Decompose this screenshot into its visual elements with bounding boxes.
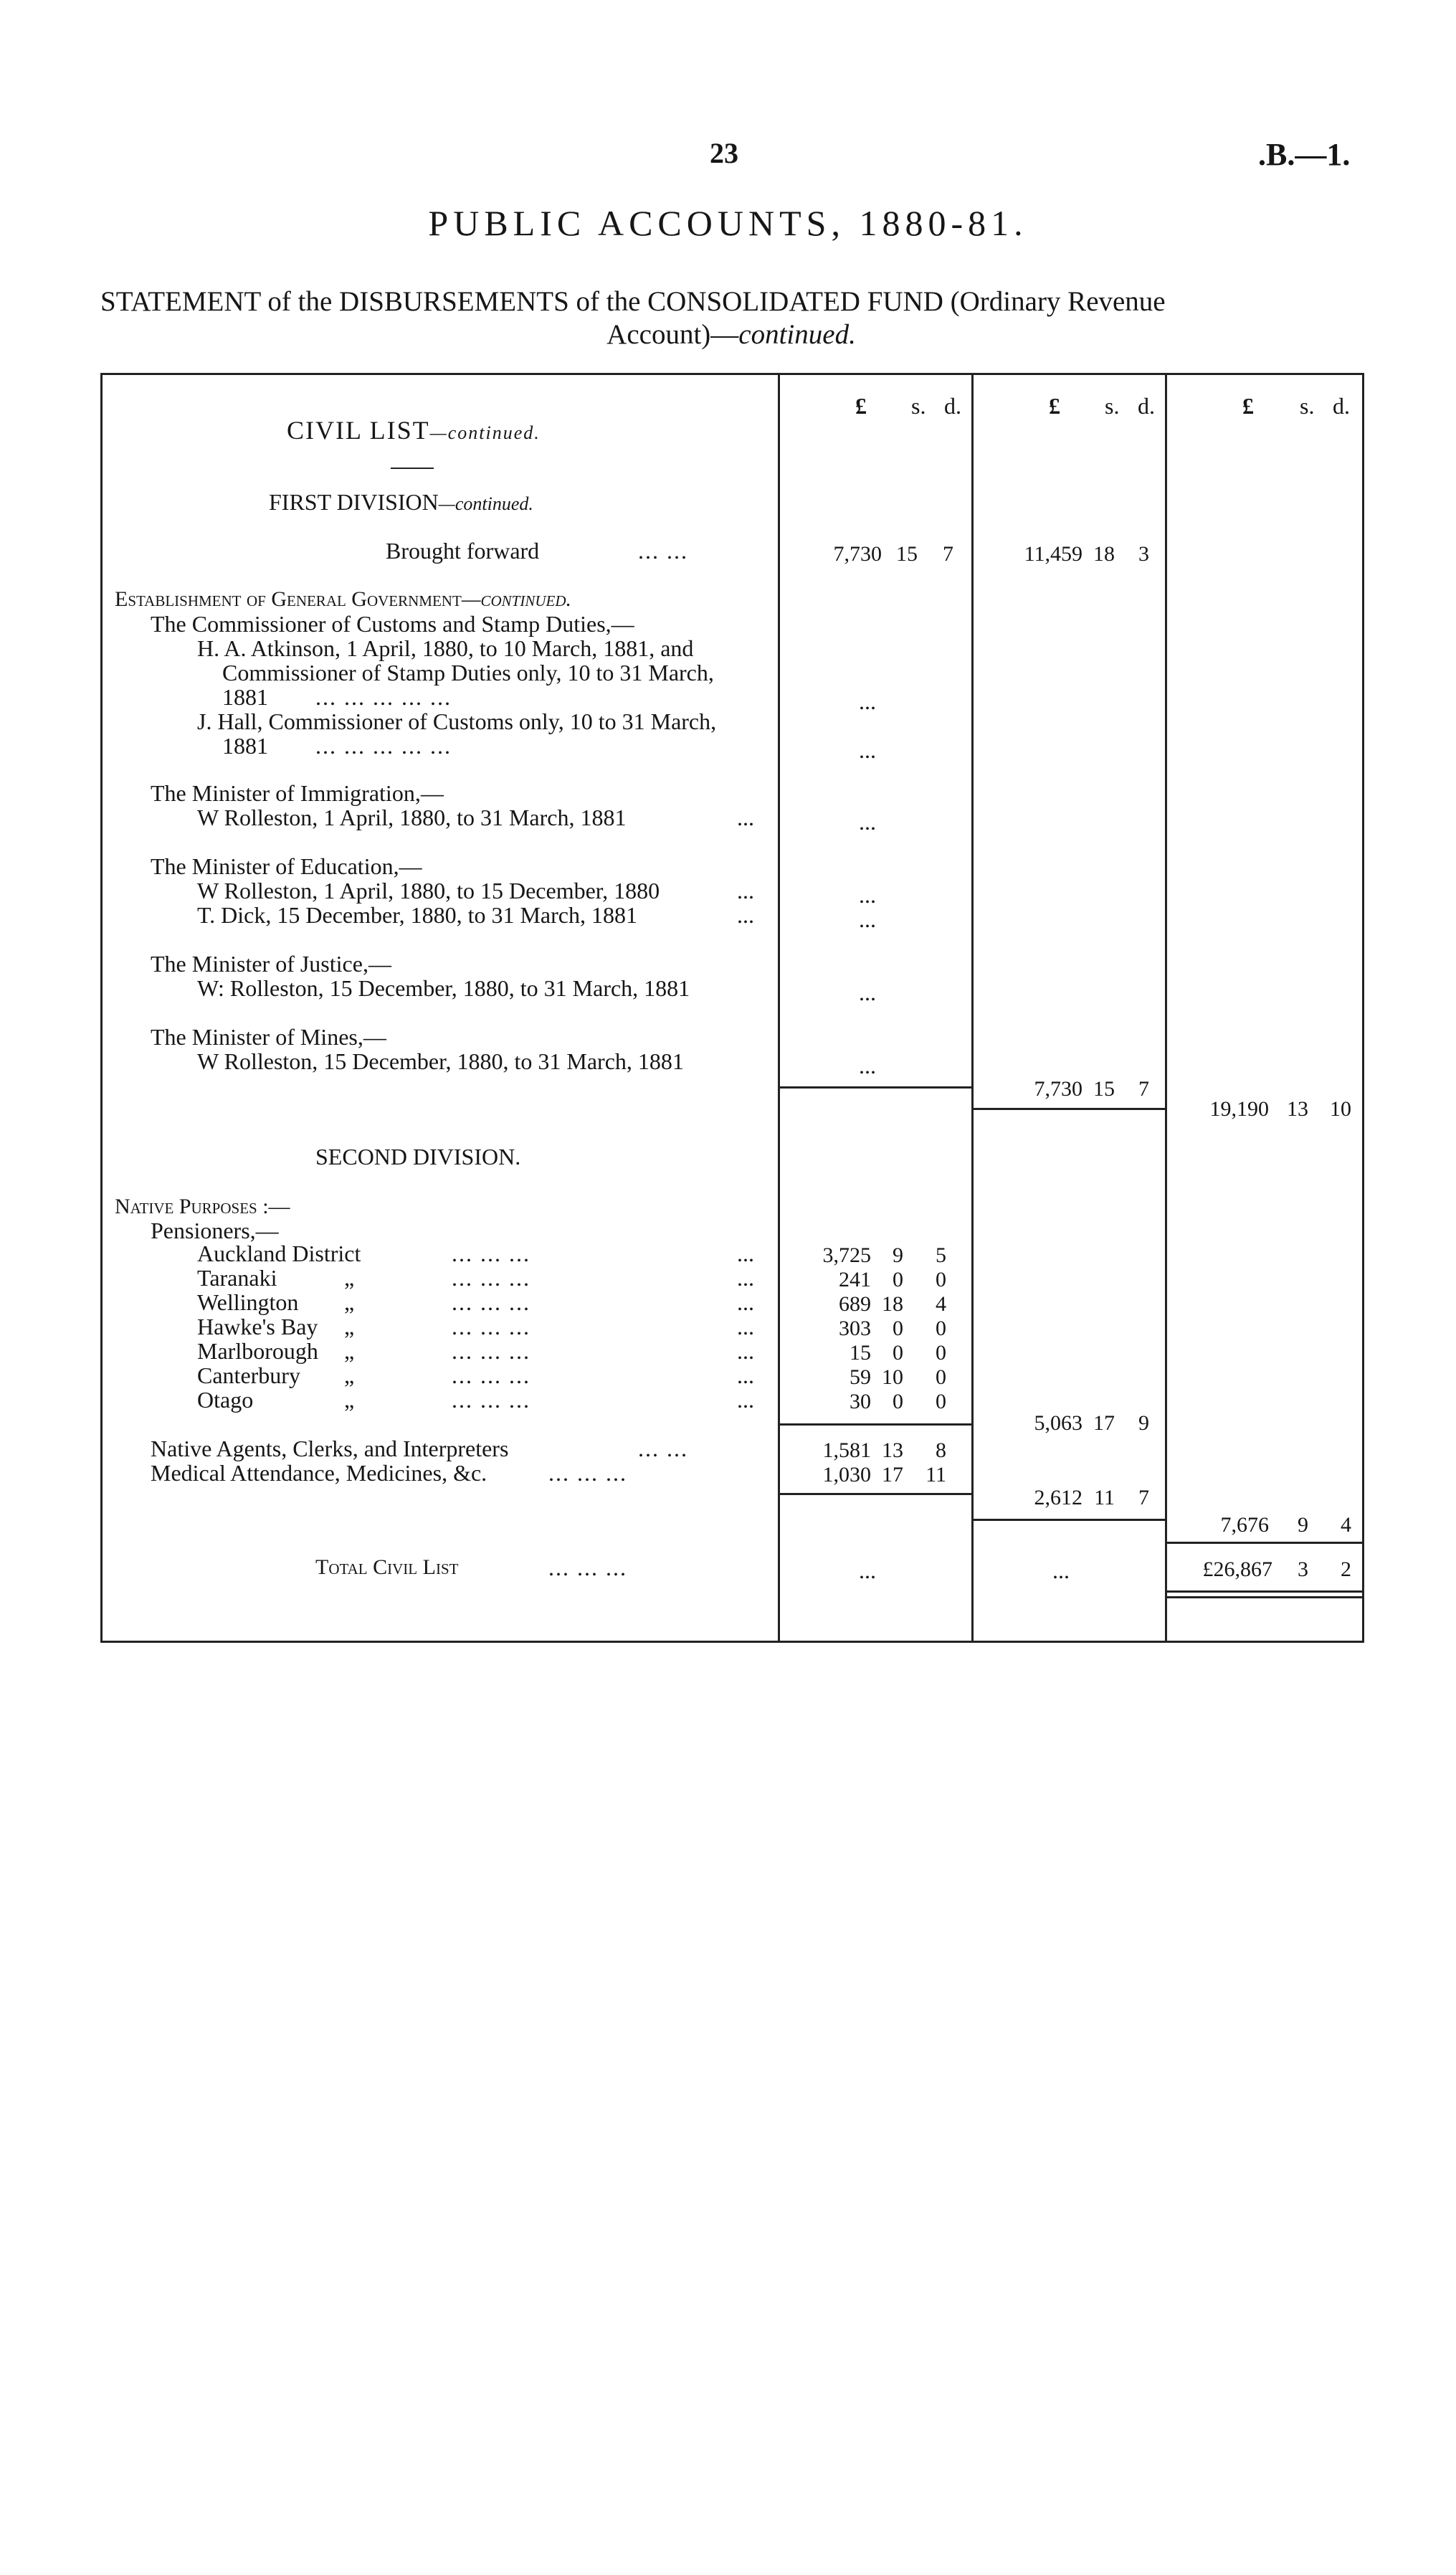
leader-dots: ... xyxy=(737,1241,754,1266)
first-div-col3-pounds: 19,190 xyxy=(1209,1097,1269,1121)
col3-shilling-header: s. xyxy=(1300,393,1315,419)
ditto-mark: „ xyxy=(344,1314,355,1339)
leader-dots: ... xyxy=(737,1265,754,1291)
second-div-subtotal-rule xyxy=(971,1519,1166,1521)
first-div-col3-shillings: 13 xyxy=(1287,1097,1308,1121)
medical-pence: 11 xyxy=(926,1463,946,1486)
ditto-mark: „ xyxy=(344,1362,355,1388)
medical-label: Medical Attendance, Medicines, &c. xyxy=(151,1460,487,1486)
statement-line-2: Account)—continued. xyxy=(606,319,856,350)
district-pounds: 3,725 xyxy=(822,1243,871,1267)
leader-dots: ... ... ... xyxy=(452,1241,530,1266)
atkinson-line-1: H. A. Atkinson, 1 April, 1880, to 10 March, 1881, and xyxy=(197,635,694,661)
bf-col2-shillings: 18 xyxy=(1093,542,1115,566)
second-div-col3-pounds: 7,676 xyxy=(1220,1513,1269,1537)
immigration-amount-dots: ... xyxy=(859,809,876,835)
district-pence: 0 xyxy=(936,1365,946,1389)
statement-line-1: STATEMENT of the DISBURSEMENTS of the CONSOLIDATED FUND (Ordinary Revenue xyxy=(100,286,1166,317)
grand-total-pence: 2 xyxy=(1341,1557,1351,1581)
ditto-mark: „ xyxy=(344,1387,355,1413)
district-shillings: 0 xyxy=(893,1390,903,1413)
col3-total-rule xyxy=(1165,1542,1364,1544)
district-pence: 0 xyxy=(936,1317,946,1340)
leader-dots: ... xyxy=(737,1387,754,1413)
district-name: Marlborough xyxy=(197,1338,318,1364)
leader-dots: ... ... ... xyxy=(452,1314,530,1339)
agents-total-pence: 7 xyxy=(1138,1486,1149,1509)
medical-pounds: 1,030 xyxy=(822,1463,871,1486)
pension-total-pounds: 5,063 xyxy=(1034,1411,1083,1435)
grand-total-double-rule-bottom xyxy=(1165,1596,1364,1598)
ditto-mark: „ xyxy=(344,1338,355,1364)
justice-amount-dots: ... xyxy=(859,980,876,1005)
district-name: Otago xyxy=(197,1387,254,1413)
customs-heading: The Commissioner of Customs and Stamp Duties,— xyxy=(151,611,634,637)
col2-pence-header: d. xyxy=(1138,393,1155,419)
immigration-heading: The Minister of Immigration,— xyxy=(151,780,444,806)
bf-col2-pounds: 11,459 xyxy=(1024,542,1083,566)
district-pounds: 241 xyxy=(839,1268,871,1291)
hall-amount-dots: ... xyxy=(859,737,876,763)
document-code: .B.—1. xyxy=(1258,137,1351,172)
education-amount-2-dots: ... xyxy=(859,906,876,932)
grand-total-pounds: £26,867 xyxy=(1202,1557,1272,1581)
district-shillings: 0 xyxy=(893,1268,903,1291)
column-divider-1 xyxy=(778,373,780,1643)
hall-line-1: J. Hall, Commissioner of Customs only, 10 to 31 March, xyxy=(197,708,717,734)
district-pounds: 59 xyxy=(850,1365,871,1389)
first-div-col2-shillings: 15 xyxy=(1093,1077,1115,1101)
agents-pence: 8 xyxy=(936,1438,946,1462)
table-bottom-rule xyxy=(100,1641,1364,1643)
bf-col1-shillings: 15 xyxy=(896,542,918,566)
district-name: Wellington xyxy=(197,1289,299,1315)
leader-dots: ... xyxy=(737,1314,754,1339)
grand-total-double-rule-top xyxy=(1165,1590,1364,1593)
leader-dots: ... xyxy=(737,805,754,830)
leader-dots: ... ... ... ... ... xyxy=(315,733,452,759)
leader-dots: ... ... ... xyxy=(548,1460,627,1486)
atkinson-line-3: 1881 xyxy=(222,684,268,710)
second-div-col3-pence: 4 xyxy=(1341,1513,1351,1537)
native-agents-label: Native Agents, Clerks, and Interpreters xyxy=(151,1436,509,1461)
establishment-heading: Establishment of General Government—continued. xyxy=(115,587,572,611)
district-pence: 0 xyxy=(936,1390,946,1413)
leader-dots: ... xyxy=(737,1338,754,1364)
col2-pound-header: £ xyxy=(1049,393,1060,419)
hall-line-2: 1881 xyxy=(222,733,268,759)
leader-dots: ... ... xyxy=(638,538,688,564)
table-top-rule xyxy=(100,373,1364,375)
education-amount-1-dots: ... xyxy=(859,882,876,908)
civil-list-heading: CIVIL LIST—continued. xyxy=(287,416,541,445)
bf-col1-pence: 7 xyxy=(943,542,953,566)
brought-forward-label: Brought forward xyxy=(386,538,540,564)
district-shillings: 10 xyxy=(882,1365,903,1389)
district-name: Taranaki xyxy=(197,1265,277,1291)
leader-dots: ... xyxy=(737,1289,754,1315)
grand-total-shillings: 3 xyxy=(1298,1557,1308,1581)
table-left-border xyxy=(100,373,103,1643)
atkinson-line-2: Commissioner of Stamp Duties only, 10 to 31 March, xyxy=(222,660,714,686)
first-div-col3-pence: 10 xyxy=(1330,1097,1351,1121)
district-pounds: 689 xyxy=(839,1292,871,1316)
col2-subtotal-rule xyxy=(971,1108,1166,1110)
leader-dots: ... ... ... xyxy=(452,1362,530,1388)
atkinson-amount-dots: ... xyxy=(859,688,876,714)
total-col2-dots: ... xyxy=(1052,1557,1070,1583)
agents-shillings: 13 xyxy=(882,1438,903,1462)
immigration-line-1: W Rolleston, 1 April, 1880, to 31 March, 1881 xyxy=(197,805,627,830)
education-line-1: W Rolleston, 1 April, 1880, to 15 December, 1880 xyxy=(197,878,660,904)
column-divider-2 xyxy=(971,373,974,1643)
district-shillings: 0 xyxy=(893,1341,903,1365)
second-div-col3-shillings: 9 xyxy=(1298,1513,1308,1537)
pension-total-pence: 9 xyxy=(1138,1411,1149,1435)
mines-heading: The Minister of Mines,— xyxy=(151,1024,386,1050)
district-pounds: 303 xyxy=(839,1317,871,1340)
column-divider-3 xyxy=(1165,373,1167,1643)
native-purposes-heading: Native Purposes :— xyxy=(115,1195,290,1218)
pension-total-shillings: 17 xyxy=(1093,1411,1115,1435)
justice-heading: The Minister of Justice,— xyxy=(151,951,391,977)
district-name: Auckland District xyxy=(197,1241,361,1266)
district-pounds: 30 xyxy=(850,1390,871,1413)
leader-dots: ... xyxy=(737,1362,754,1388)
leader-dots: ... xyxy=(737,878,754,904)
district-name: Canterbury xyxy=(197,1362,300,1388)
bf-col1-pounds: 7,730 xyxy=(833,542,882,566)
ditto-mark: „ xyxy=(344,1289,355,1315)
first-div-col2-pounds: 7,730 xyxy=(1034,1077,1083,1101)
pension-subtotal-rule xyxy=(778,1423,973,1426)
agents-total-shillings: 11 xyxy=(1094,1486,1115,1509)
agents-subtotal-rule xyxy=(778,1493,973,1495)
mines-amount-dots: ... xyxy=(859,1053,876,1078)
leader-dots: ... ... ... xyxy=(452,1387,530,1413)
district-pounds: 15 xyxy=(850,1341,871,1365)
district-shillings: 9 xyxy=(893,1243,903,1267)
district-pence: 5 xyxy=(936,1243,946,1267)
bf-col2-pence: 3 xyxy=(1138,542,1149,566)
leader-dots: ... ... xyxy=(638,1436,688,1461)
col2-shilling-header: s. xyxy=(1105,393,1120,419)
second-division-heading: SECOND DIVISION. xyxy=(315,1144,521,1170)
district-pence: 0 xyxy=(936,1341,946,1365)
col1-pound-header: £ xyxy=(855,393,867,419)
agents-total-pounds: 2,612 xyxy=(1034,1486,1083,1509)
leader-dots: ... ... ... xyxy=(452,1289,530,1315)
agents-pounds: 1,581 xyxy=(822,1438,871,1462)
heading-dash xyxy=(391,468,434,469)
mines-line-1: W Rolleston, 15 December, 1880, to 31 March, 1881 xyxy=(197,1048,684,1074)
medical-shillings: 17 xyxy=(882,1463,903,1486)
pensioners-heading: Pensioners,— xyxy=(151,1218,279,1243)
district-shillings: 0 xyxy=(893,1317,903,1340)
district-pence: 0 xyxy=(936,1268,946,1291)
first-div-col2-pence: 7 xyxy=(1138,1077,1149,1101)
leader-dots: ... ... ... xyxy=(452,1338,530,1364)
col3-pence-header: d. xyxy=(1333,393,1350,419)
ditto-mark: „ xyxy=(344,1265,355,1291)
col1-subtotal-rule xyxy=(778,1086,973,1089)
education-heading: The Minister of Education,— xyxy=(151,853,422,879)
page-number: 23 xyxy=(710,137,738,169)
col3-pound-header: £ xyxy=(1242,393,1254,419)
leader-dots: ... ... ... xyxy=(548,1555,627,1580)
district-shillings: 18 xyxy=(882,1292,903,1316)
district-name: Hawke's Bay xyxy=(197,1314,318,1339)
total-civil-list-label: Total Civil List xyxy=(315,1555,459,1579)
page-title: PUBLIC ACCOUNTS, 1880-81. xyxy=(428,203,1028,243)
education-line-2: T. Dick, 15 December, 1880, to 31 March, 1881 xyxy=(197,902,637,928)
total-col1-dots: ... xyxy=(859,1557,876,1583)
leader-dots: ... ... ... ... ... xyxy=(315,684,452,710)
leader-dots: ... ... ... xyxy=(452,1265,530,1291)
justice-line-1: W: Rolleston, 15 December, 1880, to 31 March, 1881 xyxy=(197,975,690,1001)
first-division-heading: FIRST DIVISION—continued. xyxy=(269,489,533,515)
col1-pence-header: d. xyxy=(944,393,961,419)
district-pence: 4 xyxy=(936,1292,946,1316)
col1-shilling-header: s. xyxy=(911,393,926,419)
statement-heading xyxy=(100,285,1362,351)
table-right-border xyxy=(1362,373,1364,1643)
leader-dots: ... xyxy=(737,902,754,928)
